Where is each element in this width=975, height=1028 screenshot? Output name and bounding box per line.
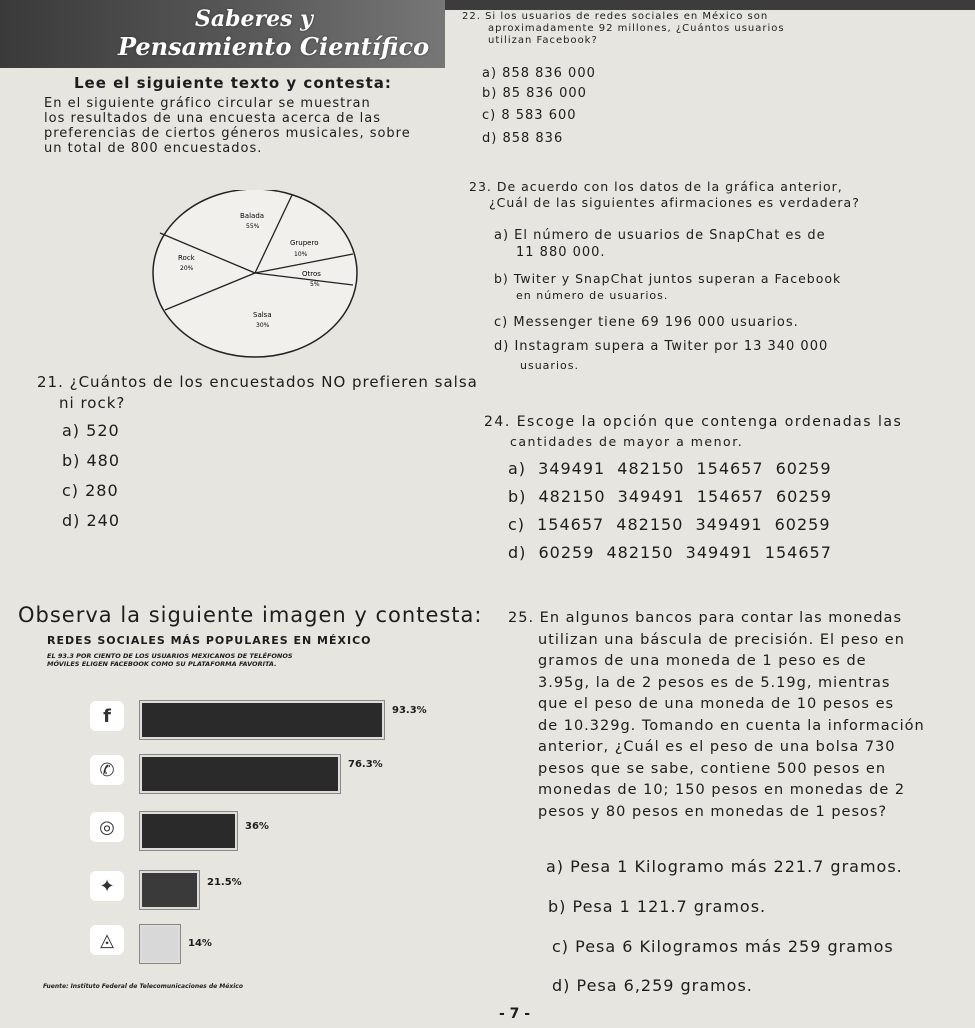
q25-line: monedas de 10; 150 pesos en monedas de 2 bbox=[538, 782, 906, 798]
q23-line: ¿Cuál de las siguientes afirmaciones es verdadera? bbox=[489, 195, 860, 210]
q23-option-a-line: 11 880 000. bbox=[516, 245, 606, 260]
q25-line: pesos que se sabe, contiene 500 pesos en bbox=[538, 760, 887, 777]
twitter-icon: ✦ bbox=[90, 871, 124, 901]
q23-option-b[interactable] bbox=[494, 270, 841, 304]
q22-line: aproximadamente 92 millones, ¿Cuántos usuarios bbox=[488, 23, 785, 34]
q25-line: que el peso de una moneda de 10 pesos es bbox=[538, 696, 895, 712]
social-bar bbox=[140, 871, 199, 909]
q23-option-c-line: c) Messenger tiene 69 196 000 usuarios. bbox=[494, 315, 799, 330]
social-bar-pct: 36% bbox=[245, 821, 269, 832]
q21-option-a[interactable]: a) 520 bbox=[62, 421, 120, 440]
q23-option-c[interactable] bbox=[494, 315, 799, 330]
q21-question bbox=[37, 372, 478, 414]
social-subtitle-line: MÓVILES ELIGEN FACEBOOK COMO SU PLATAFORMA FAVORITA. bbox=[47, 660, 277, 668]
intro-heading: Lee el siguiente texto y contesta: bbox=[74, 74, 392, 92]
q24-line: cantidades de mayor a menor. bbox=[510, 434, 744, 449]
q24-option-d[interactable]: d) 60259 482150 349491 154657 bbox=[508, 543, 832, 562]
music-pie-chart bbox=[150, 190, 460, 370]
q21-option-d[interactable]: d) 240 bbox=[62, 511, 121, 530]
q23-option-d-line: usuarios. bbox=[520, 359, 579, 372]
q24-line: 24. Escoge la opción que contenga ordenadas las bbox=[484, 414, 903, 430]
q21-line: ni rock? bbox=[59, 394, 126, 412]
q24-option-a[interactable]: a) 349491 482150 154657 60259 bbox=[508, 459, 832, 478]
q21-option-b[interactable]: b) 480 bbox=[62, 451, 121, 470]
social-subtitle-line: EL 93.3 POR CIENTO DE LOS USUARIOS MEXICANOS DE TELÉFONOS bbox=[47, 652, 293, 660]
social-bar bbox=[140, 701, 384, 739]
pie-pct: 55% bbox=[246, 223, 260, 230]
social-bar bbox=[140, 812, 237, 850]
q25-option-d[interactable]: d) Pesa 6,259 gramos. bbox=[552, 976, 753, 995]
pie-label: Grupero bbox=[290, 239, 319, 247]
q23-option-b-line: b) Twiter y SnapChat juntos superan a Facebook bbox=[494, 271, 842, 286]
q25-line: gramos de una moneda de 1 peso es de bbox=[538, 653, 867, 669]
intro-line: En el siguiente gráfico circular se muestran bbox=[44, 96, 371, 111]
pie-pct: 5% bbox=[310, 281, 320, 288]
social-bar-pct: 76.3% bbox=[348, 759, 383, 770]
pie-label: Balada bbox=[240, 212, 265, 220]
q21-option-c[interactable]: c) 280 bbox=[62, 481, 119, 500]
messenger-icon: ✆ bbox=[90, 755, 124, 785]
social-source: Fuente: Instituto Federal de Telecomunicaciones de México bbox=[43, 983, 243, 990]
q21-line: 21. ¿Cuántos de los encuestados NO prefieren salsa bbox=[37, 373, 478, 391]
q25-option-c[interactable]: c) Pesa 6 Kilogramos más 259 gramos bbox=[552, 937, 894, 956]
intro-line: preferencias de ciertos géneros musicales, sobre bbox=[44, 126, 411, 141]
page-number: - 7 - bbox=[499, 1006, 531, 1022]
observa-heading: Observa la siguiente imagen y contesta: bbox=[18, 603, 483, 627]
intro-line: un total de 800 encuestados. bbox=[44, 141, 263, 156]
pie-label: Rock bbox=[178, 254, 195, 262]
header-title-line2: Pensamiento Científico bbox=[118, 32, 430, 61]
social-bar-pct: 14% bbox=[188, 938, 212, 949]
facebook-icon: f bbox=[90, 701, 124, 731]
q25-question bbox=[508, 608, 973, 823]
q22-option-a[interactable]: a) 858 836 000 bbox=[482, 66, 596, 81]
pie-pct: 10% bbox=[294, 251, 308, 258]
q25-line: anterior, ¿Cuál es el peso de una bolsa 730 bbox=[538, 739, 896, 755]
q24-option-c[interactable]: c) 154657 482150 349491 60259 bbox=[508, 515, 831, 534]
q25-line: 25. En algunos bancos para contar las monedas bbox=[508, 610, 902, 626]
q22-line: 22. Si los usuarios de redes sociales en México son bbox=[462, 11, 769, 22]
social-bar-pct: 21.5% bbox=[207, 877, 242, 888]
q25-line: de 10.329g. Tomando en cuenta la información bbox=[538, 717, 925, 734]
q22-option-b[interactable]: b) 85 836 000 bbox=[482, 86, 587, 101]
instagram-icon: ◎ bbox=[90, 812, 124, 842]
q23-line: 23. De acuerdo con los datos de la gráfica anterior, bbox=[469, 179, 843, 194]
social-bar-pct: 93.3% bbox=[392, 705, 427, 716]
q25-line: pesos y 80 pesos en monedas de 1 pesos? bbox=[538, 803, 888, 820]
q23-option-b-line: en número de usuarios. bbox=[516, 289, 669, 302]
q23-option-a-line: a) El número de usuarios de SnapChat es de bbox=[494, 228, 826, 243]
q24-option-b[interactable]: b) 482150 349491 154657 60259 bbox=[508, 487, 832, 506]
social-subtitle bbox=[47, 652, 293, 668]
intro-text bbox=[44, 96, 444, 156]
social-bar bbox=[140, 755, 340, 793]
snapchat-icon: ◬ bbox=[90, 925, 124, 955]
pie-pct: 20% bbox=[180, 265, 194, 272]
top-strip bbox=[445, 0, 975, 10]
q23-option-d-line: d) Instagram supera a Twiter por 13 340 000 bbox=[494, 339, 829, 354]
pie-label: Salsa bbox=[253, 311, 272, 319]
social-title: REDES SOCIALES MÁS POPULARES EN MÉXICO bbox=[47, 634, 372, 647]
header-title-line1: Saberes y bbox=[195, 6, 313, 32]
q22-option-d[interactable]: d) 858 836 bbox=[482, 131, 564, 146]
q24-question bbox=[484, 412, 902, 452]
pie-label: Otros bbox=[302, 270, 321, 278]
q23-option-a[interactable] bbox=[494, 227, 826, 261]
social-bar bbox=[140, 925, 180, 963]
q23-question bbox=[469, 179, 860, 211]
q23-option-d[interactable] bbox=[494, 337, 828, 375]
pie-pct: 30% bbox=[256, 322, 270, 329]
q25-line: 3.95g, la de 2 pesos es de 5.19g, mientras bbox=[538, 674, 891, 691]
intro-line: los resultados de una encuesta acerca de las bbox=[44, 111, 382, 126]
q22-option-c[interactable]: c) 8 583 600 bbox=[482, 108, 577, 123]
q22-line: utilizan Facebook? bbox=[488, 35, 598, 46]
q22-question bbox=[462, 11, 785, 47]
q25-option-b[interactable]: b) Pesa 1 121.7 gramos. bbox=[548, 897, 767, 916]
q25-line: utilizan una báscula de precisión. El peso en bbox=[538, 631, 905, 648]
q25-option-a[interactable]: a) Pesa 1 Kilogramo más 221.7 gramos. bbox=[546, 857, 903, 876]
